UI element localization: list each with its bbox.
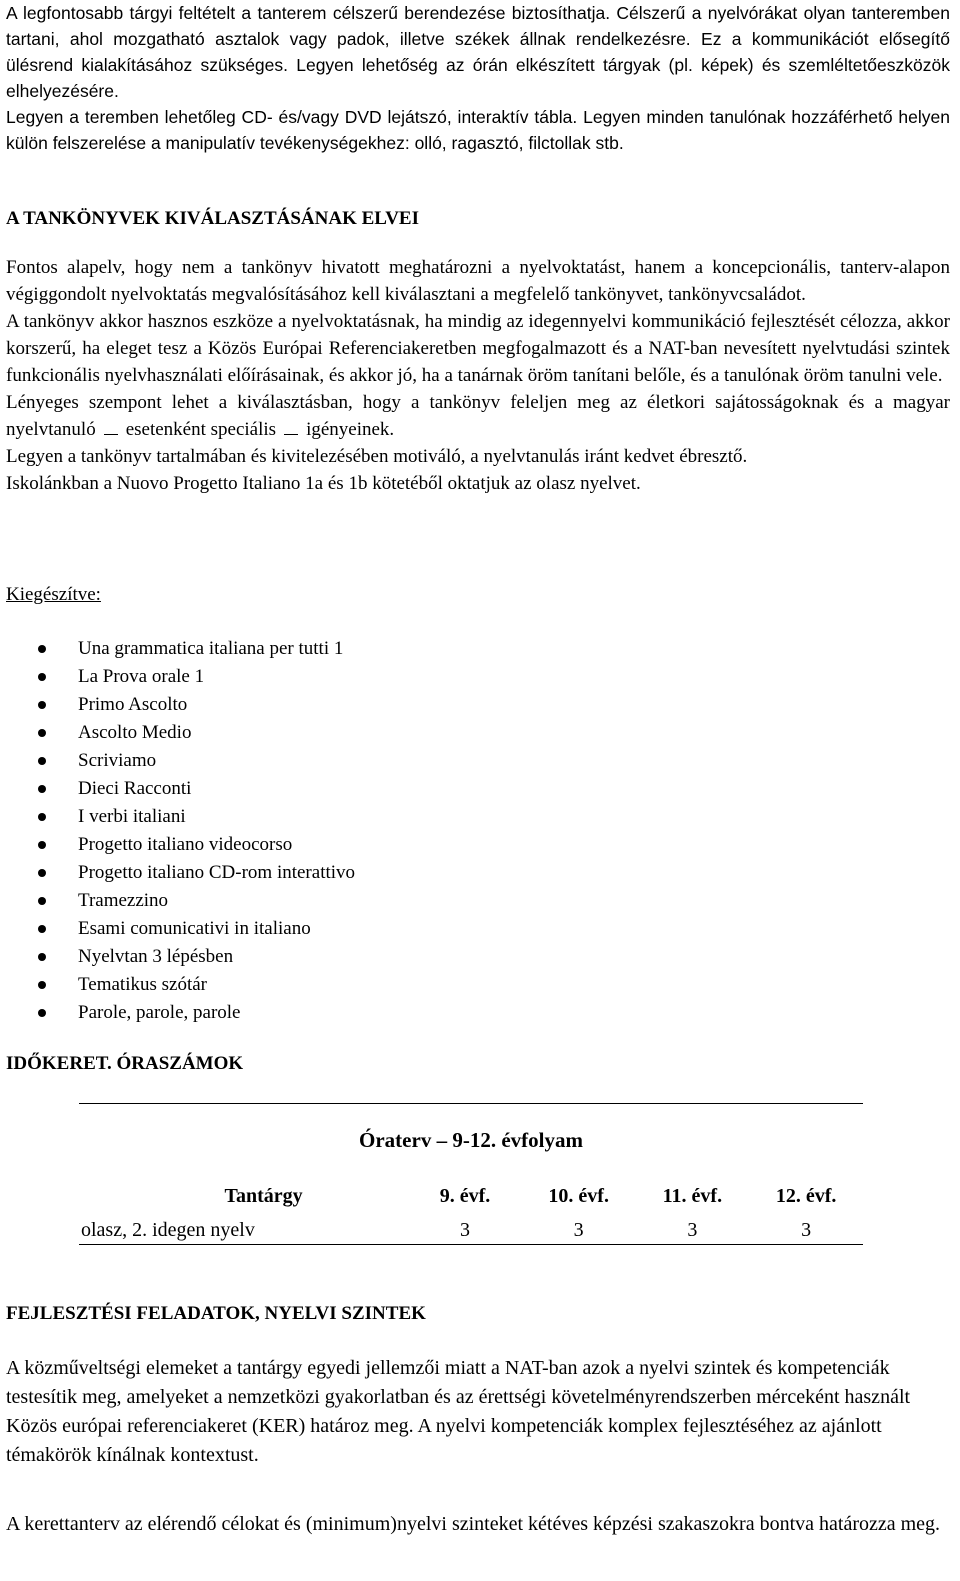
- list-item: [6, 691, 355, 719]
- list-item-label: Ascolto Medio: [78, 722, 192, 743]
- bullet-icon: [38, 841, 46, 849]
- bullet-icon: [38, 729, 46, 737]
- list-item: [6, 971, 355, 999]
- textbooks-paragraph-2: A tankönyv akkor hasznos eszköze a nyelvoktatásnak, ha mindig az idegennyelvi kommunikáció fejlesztését célozza, akkor korszerű, ha eleget tesz a Közös Európai Referenciakeretben megfogalmazott és a NAT-ban nevesített nyelvtudási szintek funkcionális nyelvhasználati előírásainak, és akkor jó, ha a tanárnak öröm tanítani belőle, és a tanulónak öröm tanulni vele.: [6, 311, 950, 386]
- textbooks-p3-part-c: igényeinek.: [306, 419, 395, 440]
- list-item: [6, 775, 355, 803]
- textbooks-p3-part-a: Lényeges szempont lehet a kiválasztásban, hogy a tankönyv feleljen meg az életkori sajátosságoknak és a magyar nyelvtanuló: [6, 392, 950, 440]
- bullet-icon: [38, 897, 46, 905]
- table-caption: Óraterv – 9-12. évfolyam: [79, 1104, 863, 1177]
- bullet-icon: [38, 701, 46, 709]
- list-item: [6, 943, 355, 971]
- table-caption-row: [79, 1104, 863, 1177]
- equipment-paragraph: A legfontosabb tárgyi feltételt a tanterem célszerű berendezése biztosíthatja. Célszerű a nyelvórákat olyan tanteremben tartani, ahol mozgatható asztalok vagy padok, illetve székek állnak rendelkezésre. Ez a kommunikációt elősegítő ülésrend kialakításához szükséges. Legyen lehetőség az órán elkészített tárgyak (pl. képek) és szemléltetőeszközök elhelyezésére.: [6, 3, 950, 101]
- list-item-label: Parole, parole, parole: [78, 1002, 241, 1023]
- bullet-icon: [38, 673, 46, 681]
- bullet-icon: [38, 1009, 46, 1017]
- bullet-icon: [38, 981, 46, 989]
- table-header-cell: Tantárgy: [224, 1185, 303, 1207]
- table-cell: 3: [522, 1210, 636, 1245]
- equipment-section: [6, 0, 950, 156]
- list-item-label: Primo Ascolto: [78, 694, 188, 715]
- schedule-table: [79, 1103, 863, 1245]
- bullet-icon: [38, 925, 46, 933]
- list-item-label: Esami comunicativi in italiano: [78, 918, 311, 939]
- table-row: [79, 1210, 863, 1245]
- textbooks-section: [6, 254, 950, 497]
- list-item-label: Scriviamo: [78, 750, 157, 771]
- bullet-icon: [38, 953, 46, 961]
- table-header-cell: 10. évf.: [548, 1185, 609, 1207]
- section-heading-development: FEJLESZTÉSI FELADATOK, NYELVI SZINTEK: [6, 1303, 426, 1324]
- list-item: [6, 887, 355, 915]
- section-heading-timeframe: IDŐKERET. ÓRASZÁMOK: [6, 1053, 244, 1074]
- equipment-paragraph-2: Legyen a teremben lehetőleg CD- és/vagy DVD lejátszó, interaktív tábla. Legyen minden tanulónak hozzáférhető helyen külön felszerelése a manipulatív tevékenységekhez: olló, ragasztó, filctollak stb.: [6, 107, 950, 153]
- list-item: [6, 719, 355, 747]
- bullet-icon: [38, 813, 46, 821]
- list-item-label: Tematikus szótár: [78, 974, 207, 995]
- list-item: [6, 803, 355, 831]
- development-paragraph-2: A kerettanterv az elérendő célokat és (minimum)nyelvi szinteket kétéves képzési szakaszokra bontva határozza meg.: [6, 1513, 941, 1535]
- list-item-label: I verbi italiani: [78, 806, 186, 827]
- list-item: [6, 999, 355, 1027]
- list-item: [6, 635, 355, 663]
- list-item: [6, 831, 355, 859]
- table-header-cell: 9. évf.: [439, 1185, 491, 1207]
- bullet-icon: [38, 645, 46, 653]
- blank-mark: [104, 420, 118, 435]
- list-item: [6, 915, 355, 943]
- table-header-row: [79, 1176, 863, 1210]
- list-item: [6, 859, 355, 887]
- list-item-label: Dieci Racconti: [78, 778, 192, 799]
- list-item-label: La Prova orale 1: [78, 666, 205, 687]
- table-cell: 3: [408, 1210, 522, 1245]
- blank-mark: [284, 420, 298, 435]
- list-item: [6, 663, 355, 691]
- development-paragraph-1: A közműveltségi elemeket a tantárgy egyedi jellemzői miatt a NAT-ban azok a nyelvi szintek és kompetenciák testesítik meg, amelyeket a nemzetközi gyakorlatban és az érettségi követelményrendszerben mérceként használt Közös európai referenciakeret (KER) határoz meg. A nyelvi kompetenciák komplex fejlesztéséhez az ajánlott témakörök kínálnak kontextust.: [6, 1357, 911, 1466]
- table-header-cell: 11. évf.: [662, 1185, 723, 1207]
- list-item-label: Progetto italiano CD-rom interattivo: [78, 862, 356, 883]
- list-item: [6, 747, 355, 775]
- textbooks-paragraph-3: [6, 389, 950, 443]
- table-cell: 3: [636, 1210, 750, 1245]
- list-item-label: Nyelvtan 3 lépésben: [78, 946, 234, 967]
- section-heading-textbooks: A TANKÖNYVEK KIVÁLASZTÁSÁNAK ELVEI: [6, 208, 419, 229]
- textbooks-p3-part-b: esetenként speciális: [125, 419, 277, 440]
- list-item-label: Tramezzino: [78, 890, 169, 911]
- supplements-list: [6, 635, 355, 1027]
- table-cell: olasz, 2. idegen nyelv: [79, 1210, 408, 1245]
- supplements-label: Kiegészítve:: [6, 584, 101, 605]
- textbooks-paragraph-5: Iskolánkban a Nuovo Progetto Italiano 1a és 1b kötetéből oktatjuk az olasz nyelvet.: [6, 473, 641, 494]
- bullet-icon: [38, 757, 46, 765]
- list-item-label: Una grammatica italiana per tutti 1: [78, 638, 344, 659]
- textbooks-paragraph-4: Legyen a tankönyv tartalmában és kivitelezésében motiváló, a nyelvtanulás iránt kedvet ébresztő.: [6, 446, 748, 467]
- table-cell: 3: [749, 1210, 863, 1245]
- bullet-icon: [38, 869, 46, 877]
- textbooks-paragraph-1: Fontos alapelv, hogy nem a tankönyv hivatott meghatározni a nyelvoktatást, hanem a koncepcionális, tanterv-alapon végiggondolt nyelvoktatás megvalósításához kell kiválasztani a megfelelő tankönyvet, tankönyvcsaládot.: [6, 257, 950, 305]
- bullet-icon: [38, 785, 46, 793]
- list-item-label: Progetto italiano videocorso: [78, 834, 293, 855]
- table-header-cell: 12. évf.: [775, 1185, 837, 1207]
